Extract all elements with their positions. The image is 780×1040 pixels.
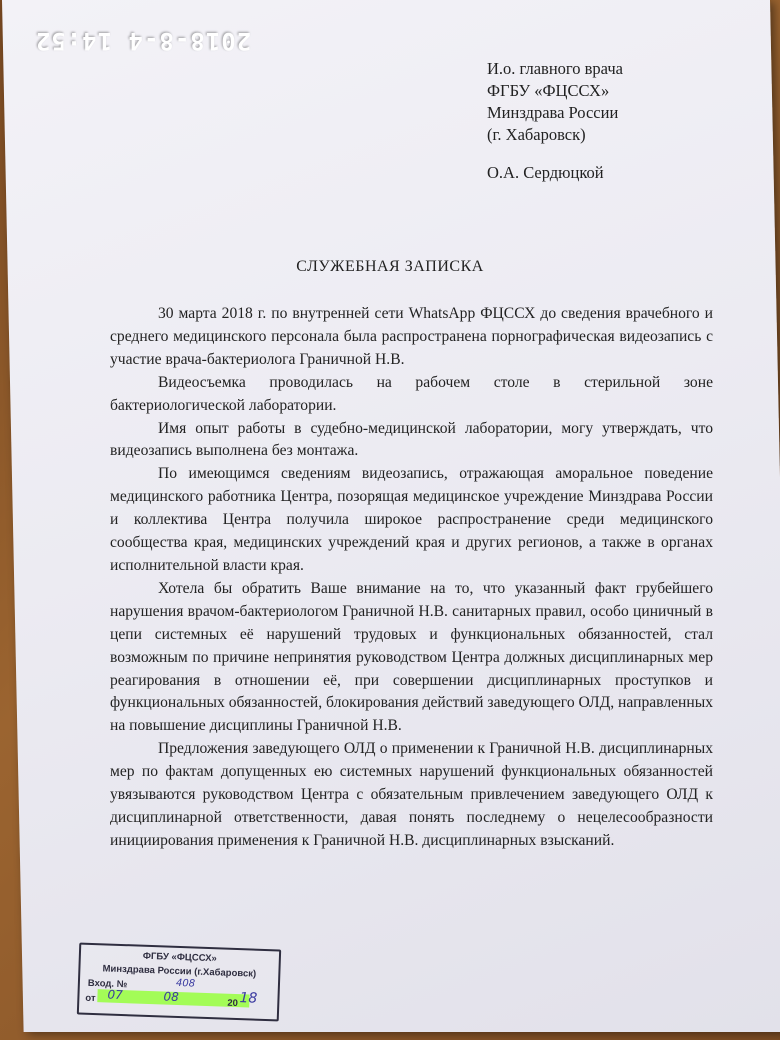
paragraph: Видеосъемка проводилась на рабочем столе в стерильной зоне бактериологической лаборатории. [110,373,713,414]
stamp-year-prefix: 20 [227,997,239,1010]
addressee-organization: ФГБУ «ФЦССХ» [487,81,610,100]
incoming-stamp [77,942,281,1021]
paragraph: Хотела бы обратить Ваше внимание на то, что указанный факт грубейшего нарушения врачом-бактериологом Граничной Н.В. санитарных правил, особо циничный в цепи системных её нарушений трудовых и функциональных обязанностей, стал возможным по причине непринятия руководством Центра должных дисциплинарных мер реагирования в отношении её, при совершении дисциплинарных проступков и функциональных обязанностей, блокирования действий заведующего ОЛД, направленных на повышение дисциплины Граничной Н.В. [110,579,713,735]
stamp-incoming-number: 408 [175,977,196,990]
addressee-block [487,58,747,184]
stamp-month: 08 [163,989,180,1004]
paragraph: Предложения заведующего ОЛД о применении к Граничной Н.В. дисциплинарных мер по фактам допущенных ею системных нарушений функциональных обязанностей увязываются руководством Центра с обязательным привлечением заведующего ОЛД к дисциплинарной ответственности, давая понять последнему о нецелесообразности инициирования применения к Граничной Н.В. дисциплинарных взысканий. [110,740,713,849]
addressee-ministry: Минздрава России [487,103,619,122]
stamp-incoming-label: Вход. № [87,977,128,991]
photo-timestamp: 2018-8-4 14:52 [34,27,252,55]
paragraph: По имеющимся сведениям видеозапись, отражающая аморальное поведение медицинского работника Центра, позорящая медицинское учреждение Минздрава России и коллектива Центра получила широкое распространение среди медицинского сообщества края, медицинских учреждений края и других регионов, а также в органах исполнительной власти края. [110,465,713,574]
addressee-position: И.о. главного врача [487,59,623,78]
stamp-date-label: от [85,992,96,1005]
paragraph: Имя опыт работы в судебно-медицинской лаборатории, могу утверждать, что видеозапись выполнена без монтажа. [110,419,713,460]
stamp-ministry: Минздрава России (г.Хабаровск) [102,963,257,980]
document-body [110,303,713,853]
stamp-year: 18 [239,990,258,1007]
stamp-date-row [85,987,283,1011]
stamp-day: 07 [107,987,124,1003]
paragraph: 30 марта 2018 г. по внутренней сети WhatsApp ФЦССХ до сведения врачебного и среднего медицинского персонала была распространена порнографическая видеозапись с участие врача-бактериолога Граничной Н.В. [110,305,713,368]
stamp-organization: ФГБУ «ФЦССХ» [142,950,217,965]
document-title: СЛУЖЕБНАЯ ЗАПИСКА [296,258,484,275]
addressee-name: О.А. Сердюцкой [487,163,604,182]
addressee-city: (г. Хабаровск) [487,125,586,144]
